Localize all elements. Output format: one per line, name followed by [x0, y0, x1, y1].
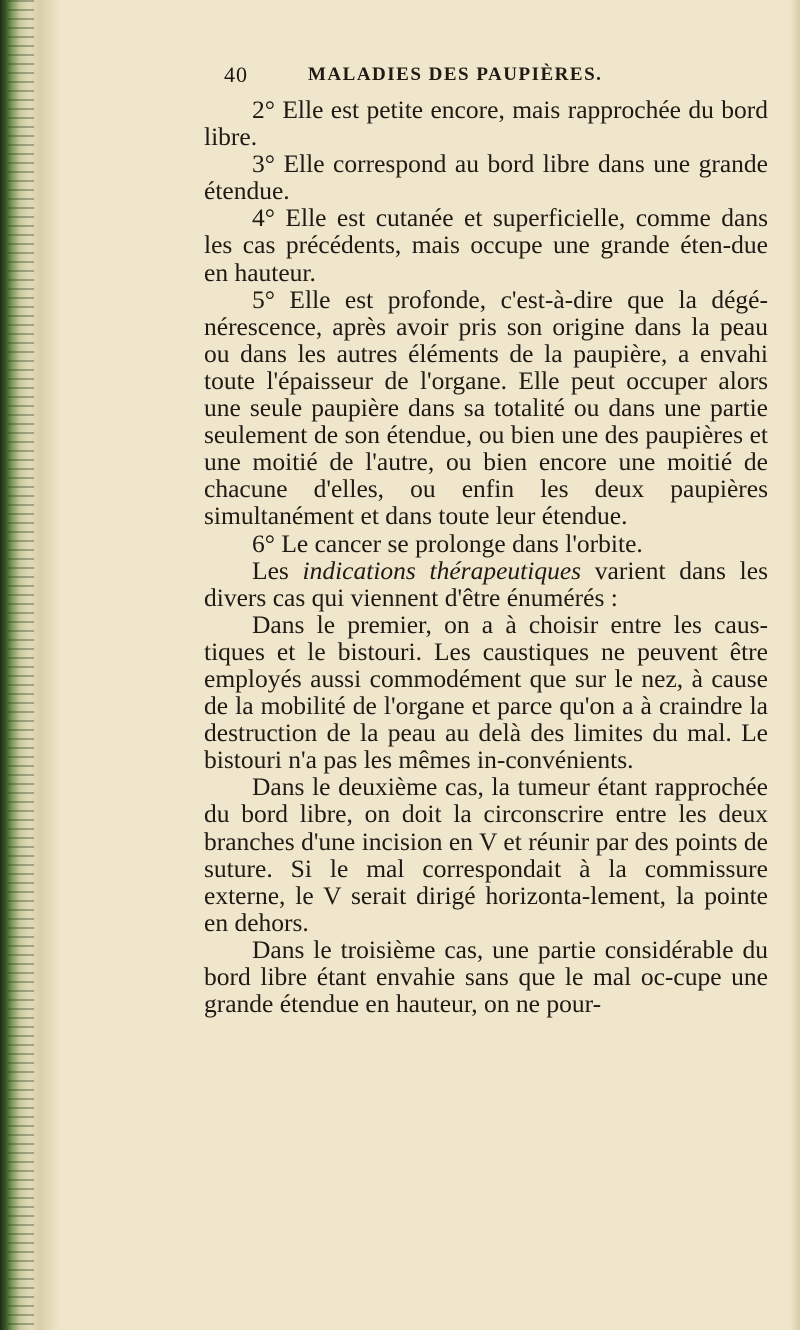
paragraph-item-4: 4° Elle est cutanée et superficielle, comme dans les cas précédents, mais occupe une grande éten-due en hauteur.	[204, 203, 768, 287]
paragraph-first-case: Dans le premier, on a à choisir entre les caus-tiques et le bistouri. Les caustiques ne peuvent être employés aussi commodément que sur le nez, à cause de la mobilité de l'organe et parce qu'on a à craindre la destruction de la peau au delà des limites du mal. Le bistouri n'a pas les mêmes in-convénients.	[204, 609, 768, 775]
book-page	[204, 62, 768, 1019]
running-head: MALADIES DES PAUPIÈRES.	[308, 64, 603, 85]
paragraph-item-2: 2° Elle est petite encore, mais rapprochée du bord libre.	[204, 95, 768, 152]
paragraph-item-3: 3° Elle correspond au bord libre dans une grande étendue.	[204, 149, 768, 206]
page-header	[204, 62, 768, 96]
paragraph-indications-lead: Les	[252, 555, 303, 585]
paragraph-indications-rest: varient dans les divers cas qui viennent d'être énumérés :	[204, 555, 768, 612]
paragraph-item-6: 6° Le cancer se prolonge dans l'orbite.	[252, 528, 643, 558]
page-edge	[790, 0, 800, 1330]
paragraph-indications-term: indications thérapeutiques	[302, 555, 582, 585]
paragraph-second-case: Dans le deuxième cas, la tumeur étant rapprochée du bord libre, on doit la circonscrire entre les deux branches d'une incision en V et réunir par des points de suture. Si le mal correspondait à la commissure externe, le V serait dirigé horizonta-lement, la pointe en dehors.	[204, 772, 768, 937]
paragraph-indications	[204, 557, 768, 611]
body-text	[204, 96, 768, 1017]
page-number: 40	[224, 62, 248, 87]
gutter-texture	[8, 0, 34, 1330]
paragraph-item-5: 5° Elle est profonde, c'est-à-dire que la dégé-nérescence, après avoir pris son origine dans la peau ou dans les autres éléments de la paupière, a envahi toute l'épaisseur de l'organe. Elle peut occuper alors une seule paupière dans sa totalité ou dans une partie seulement de son étendue, ou bien une des paupières et une moitié de l'autre, ou bien encore une moitié de chacune d'elles, ou enfin les deux paupières simultanément et dans toute leur étendue.	[204, 284, 768, 531]
paragraph-third-case: Dans le troisième cas, une partie considérable du bord libre étant envahie sans que le mal oc-cupe une grande étendue en hauteur, on ne pour-	[204, 934, 768, 1019]
